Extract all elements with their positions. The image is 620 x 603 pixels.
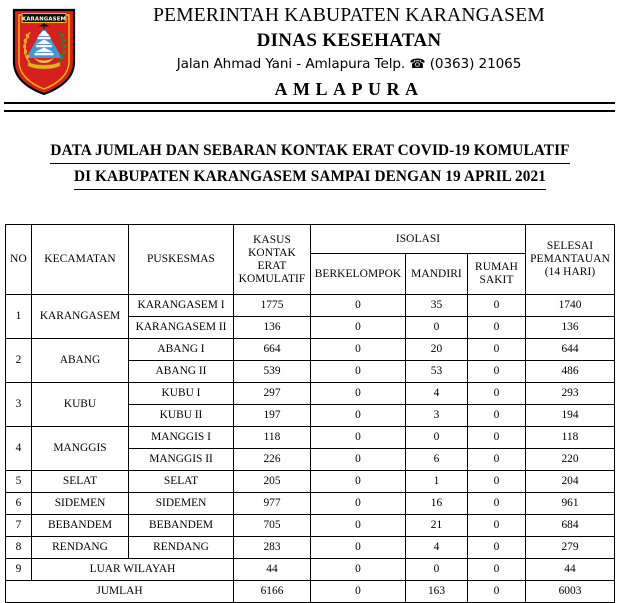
cell-kasus-kontak-erat: 118 bbox=[234, 427, 311, 449]
cell-kecamatan: KUBU bbox=[32, 383, 129, 427]
cell-kasus-kontak-erat: 226 bbox=[234, 449, 311, 471]
cell-isolasi-rumah-sakit: 0 bbox=[468, 339, 526, 361]
table-body bbox=[6, 295, 615, 603]
table-row bbox=[6, 427, 615, 449]
cell-isolasi-rumah-sakit: 0 bbox=[468, 493, 526, 515]
cell-kasus-kontak-erat: 136 bbox=[234, 317, 311, 339]
cell-kecamatan: ABANG bbox=[32, 339, 129, 383]
cell-selesai-pemantauan: 204 bbox=[526, 471, 615, 493]
cell-no: 8 bbox=[6, 537, 32, 559]
cell-isolasi-mandiri: 4 bbox=[406, 383, 468, 405]
cell-selesai-pemantauan: 118 bbox=[526, 427, 615, 449]
letterhead bbox=[0, 0, 620, 103]
svg-text:KARANGASEM: KARANGASEM bbox=[22, 16, 66, 23]
cell-puskesmas: BEBANDEM bbox=[129, 515, 234, 537]
cell-selesai-pemantauan: 293 bbox=[526, 383, 615, 405]
column-header-kecamatan: KECAMATAN bbox=[32, 225, 129, 295]
kasus-line-2: KONTAK bbox=[248, 246, 296, 259]
cell-puskesmas: MANGGIS II bbox=[129, 449, 234, 471]
cell-isolasi-mandiri: 21 bbox=[406, 515, 468, 537]
cell-isolasi-rumah-sakit: 0 bbox=[468, 537, 526, 559]
table-header-row-1 bbox=[6, 225, 615, 254]
cell-selesai-pemantauan: 194 bbox=[526, 405, 615, 427]
cell-isolasi-rumah-sakit: 0 bbox=[468, 559, 526, 581]
cell-kasus-kontak-erat: 705 bbox=[234, 515, 311, 537]
rumah-sakit-line-1: RUMAH bbox=[475, 261, 518, 273]
cell-isolasi-mandiri: 4 bbox=[406, 537, 468, 559]
document-title bbox=[0, 140, 620, 192]
cell-isolasi-mandiri: 0 bbox=[406, 317, 468, 339]
cell-isolasi-berkelompok: 0 bbox=[311, 449, 406, 471]
kasus-line-4: KOMULATIF bbox=[238, 272, 306, 285]
telephone-icon: ☎ bbox=[409, 57, 426, 72]
cell-isolasi-mandiri: 35 bbox=[406, 295, 468, 317]
cell-isolasi-berkelompok: 0 bbox=[311, 383, 406, 405]
cell-isolasi-mandiri: 0 bbox=[406, 427, 468, 449]
cell-puskesmas: ABANG I bbox=[129, 339, 234, 361]
cell-isolasi-rumah-sakit: 0 bbox=[468, 295, 526, 317]
cell-no: 9 bbox=[6, 559, 32, 581]
cell-no: 7 bbox=[6, 515, 32, 537]
cell-selesai-pemantauan: 279 bbox=[526, 537, 615, 559]
cell-total-selesai: 6003 bbox=[526, 581, 615, 603]
contact-tracing-table bbox=[5, 224, 615, 603]
selesai-line-2: PEMANTAUAN bbox=[530, 253, 610, 265]
column-header-isolasi: ISOLASI bbox=[311, 225, 526, 254]
office-address-line bbox=[86, 53, 612, 76]
cell-isolasi-rumah-sakit: 0 bbox=[468, 317, 526, 339]
cell-kasus-kontak-erat: 297 bbox=[234, 383, 311, 405]
cell-isolasi-rumah-sakit: 0 bbox=[468, 515, 526, 537]
rumah-sakit-line-2: SAKIT bbox=[479, 274, 514, 286]
cell-puskesmas: KUBU II bbox=[129, 405, 234, 427]
cell-isolasi-berkelompok: 0 bbox=[311, 295, 406, 317]
cell-selesai-pemantauan: 1740 bbox=[526, 295, 615, 317]
cell-kecamatan: SIDEMEN bbox=[32, 493, 129, 515]
cell-isolasi-berkelompok: 0 bbox=[311, 405, 406, 427]
cell-kecamatan: MANGGIS bbox=[32, 427, 129, 471]
table-row bbox=[6, 493, 615, 515]
column-header-selesai-pemantauan bbox=[526, 225, 615, 295]
selesai-line-3: (14 HARI) bbox=[544, 266, 596, 278]
cell-total-kasus: 6166 bbox=[234, 581, 311, 603]
cell-kasus-kontak-erat: 977 bbox=[234, 493, 311, 515]
cell-kecamatan: RENDANG bbox=[32, 537, 129, 559]
table-row bbox=[6, 295, 615, 317]
cell-puskesmas: SIDEMEN bbox=[129, 493, 234, 515]
cell-kasus-kontak-erat: 1775 bbox=[234, 295, 311, 317]
table-row-luar-wilayah bbox=[6, 559, 615, 581]
cell-isolasi-berkelompok: 0 bbox=[311, 493, 406, 515]
letterhead-divider-rule bbox=[4, 102, 615, 112]
cell-puskesmas: KARANGASEM I bbox=[129, 295, 234, 317]
cell-isolasi-rumah-sakit: 0 bbox=[468, 449, 526, 471]
cell-no: 4 bbox=[6, 427, 32, 471]
cell-puskesmas: MANGGIS I bbox=[129, 427, 234, 449]
kasus-line-3: ERAT bbox=[257, 259, 287, 272]
table-row bbox=[6, 537, 615, 559]
cell-puskesmas: KUBU I bbox=[129, 383, 234, 405]
karangasem-regency-crest-icon bbox=[10, 6, 78, 96]
cell-isolasi-berkelompok: 0 bbox=[311, 361, 406, 383]
cell-total-berkelompok: 0 bbox=[311, 581, 406, 603]
cell-isolasi-berkelompok: 0 bbox=[311, 515, 406, 537]
cell-puskesmas: ABANG II bbox=[129, 361, 234, 383]
department-name: DINAS KESEHATAN bbox=[256, 30, 442, 51]
cell-selesai-pemantauan: 44 bbox=[526, 559, 615, 581]
column-header-kasus-kontak-erat-komulatif bbox=[234, 225, 311, 295]
cell-isolasi-berkelompok: 0 bbox=[311, 537, 406, 559]
cell-kecamatan: KARANGASEM bbox=[32, 295, 129, 339]
cell-isolasi-berkelompok: 0 bbox=[311, 339, 406, 361]
table-row bbox=[6, 339, 615, 361]
table-row-total bbox=[6, 581, 615, 603]
cell-selesai-pemantauan: 684 bbox=[526, 515, 615, 537]
cell-isolasi-berkelompok: 0 bbox=[311, 559, 406, 581]
cell-luar-wilayah-label: LUAR WILAYAH bbox=[32, 559, 234, 581]
cell-isolasi-mandiri: 3 bbox=[406, 405, 468, 427]
cell-total-rumah-sakit: 0 bbox=[468, 581, 526, 603]
cell-isolasi-berkelompok: 0 bbox=[311, 471, 406, 493]
cell-isolasi-rumah-sakit: 0 bbox=[468, 427, 526, 449]
table-header bbox=[6, 225, 615, 295]
cell-kecamatan: BEBANDEM bbox=[32, 515, 129, 537]
cell-no: 2 bbox=[6, 339, 32, 383]
cell-no: 1 bbox=[6, 295, 32, 339]
cell-isolasi-berkelompok: 0 bbox=[311, 427, 406, 449]
cell-kecamatan: SELAT bbox=[32, 471, 129, 493]
data-table-container bbox=[5, 224, 614, 603]
cell-puskesmas: SELAT bbox=[129, 471, 234, 493]
cell-kasus-kontak-erat: 664 bbox=[234, 339, 311, 361]
cell-isolasi-rumah-sakit: 0 bbox=[468, 471, 526, 493]
cell-no: 3 bbox=[6, 383, 32, 427]
cell-isolasi-mandiri: 6 bbox=[406, 449, 468, 471]
document-title-line-1: DATA JUMLAH DAN SEBARAN KONTAK ERAT COVID-19 KOMULATIF bbox=[50, 140, 569, 164]
cell-total-mandiri: 163 bbox=[406, 581, 468, 603]
cell-no: 6 bbox=[6, 493, 32, 515]
cell-kasus-kontak-erat: 283 bbox=[234, 537, 311, 559]
cell-selesai-pemantauan: 644 bbox=[526, 339, 615, 361]
cell-kasus-kontak-erat: 197 bbox=[234, 405, 311, 427]
government-name: PEMERINTAH KABUPATEN KARANGASEM bbox=[153, 5, 545, 26]
column-header-no: NO bbox=[6, 225, 32, 295]
selesai-line-1: SELESAI bbox=[546, 240, 594, 252]
cell-isolasi-berkelompok: 0 bbox=[311, 317, 406, 339]
cell-isolasi-mandiri: 0 bbox=[406, 559, 468, 581]
cell-isolasi-mandiri: 20 bbox=[406, 339, 468, 361]
column-header-mandiri: MANDIRI bbox=[406, 254, 468, 295]
column-header-rumah-sakit bbox=[468, 254, 526, 295]
cell-kasus-kontak-erat: 44 bbox=[234, 559, 311, 581]
letterhead-text-block bbox=[86, 3, 612, 101]
cell-puskesmas: RENDANG bbox=[129, 537, 234, 559]
phone-number: (0363) 21065 bbox=[429, 56, 522, 72]
cell-kasus-kontak-erat: 539 bbox=[234, 361, 311, 383]
cell-isolasi-rumah-sakit: 0 bbox=[468, 361, 526, 383]
cell-isolasi-mandiri: 53 bbox=[406, 361, 468, 383]
city-name: AMLAPURA bbox=[274, 79, 424, 99]
kasus-line-1: KASUS bbox=[253, 233, 291, 246]
cell-selesai-pemantauan: 961 bbox=[526, 493, 615, 515]
cell-selesai-pemantauan: 136 bbox=[526, 317, 615, 339]
column-header-berkelompok: BERKELOMPOK bbox=[311, 254, 406, 295]
cell-total-label: JUMLAH bbox=[6, 581, 234, 603]
column-header-puskesmas: PUSKESMAS bbox=[129, 225, 234, 295]
cell-isolasi-rumah-sakit: 0 bbox=[468, 383, 526, 405]
cell-no: 5 bbox=[6, 471, 32, 493]
cell-isolasi-mandiri: 1 bbox=[406, 471, 468, 493]
cell-isolasi-mandiri: 16 bbox=[406, 493, 468, 515]
address-text: Jalan Ahmad Yani - Amlapura Telp. bbox=[176, 56, 406, 72]
table-row bbox=[6, 383, 615, 405]
cell-kasus-kontak-erat: 205 bbox=[234, 471, 311, 493]
table-row bbox=[6, 471, 615, 493]
document-title-line-2: DI KABUPATEN KARANGASEM SAMPAI DENGAN 19 APRIL 2021 bbox=[74, 166, 546, 190]
cell-puskesmas: KARANGASEM II bbox=[129, 317, 234, 339]
cell-selesai-pemantauan: 220 bbox=[526, 449, 615, 471]
table-row bbox=[6, 515, 615, 537]
cell-isolasi-rumah-sakit: 0 bbox=[468, 405, 526, 427]
cell-selesai-pemantauan: 486 bbox=[526, 361, 615, 383]
